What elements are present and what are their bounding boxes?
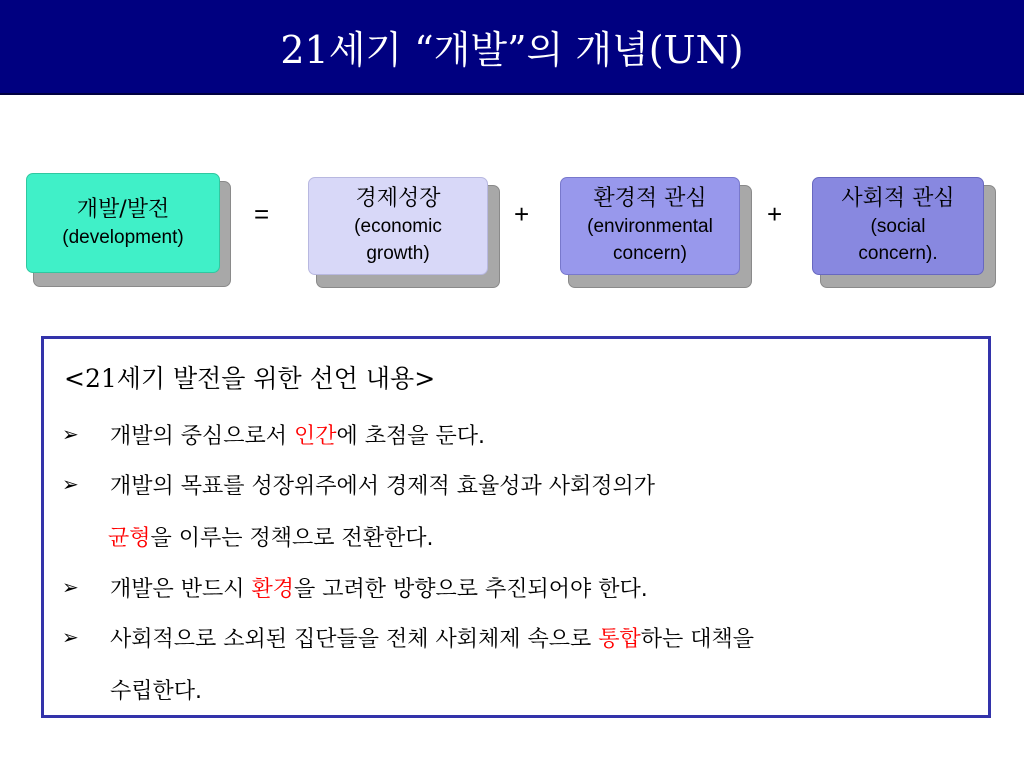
environmental-concern-sub2: concern) [613, 243, 687, 264]
equals-sign: = [254, 199, 270, 229]
title-bar [0, 0, 1024, 95]
item-3-text-b: 을 고려한 방향으로 추진되어야 한다. [294, 577, 648, 602]
social-concern-label: 사회적 관심 [841, 186, 955, 211]
item-4-text-a: 사회적으로 소외된 집단들을 전체 사회체제 속으로 [110, 627, 599, 652]
development-label: 개발/발전 [76, 196, 170, 222]
item-2-text-a: 개발의 목표를 성장위주에서 경제적 효율성과 사회정의가 [110, 474, 656, 499]
item-2-highlight: 균형 [108, 526, 151, 551]
item-4-line-1 [110, 622, 754, 653]
item-4-text-b: 하는 대책을 [640, 627, 755, 652]
social-concern-sub1: (social [870, 216, 926, 237]
development-box [26, 173, 220, 273]
item-2-line-2 [108, 521, 434, 552]
social-concern-sub2: concern). [858, 243, 938, 264]
item-4-line-2 [110, 674, 202, 705]
economic-growth-sub1: (economic [354, 216, 442, 237]
item-1-highlight: 인간 [294, 424, 337, 449]
plus-sign-1: + [514, 199, 530, 229]
item-3 [110, 572, 648, 603]
item-1-text-b: 에 초점을 둔다. [336, 424, 486, 449]
item-4-highlight: 통합 [598, 627, 641, 652]
economic-growth-label: 경제성장 [355, 186, 441, 211]
economic-growth-box [308, 177, 488, 275]
bullet-icon: ➢ [62, 422, 79, 446]
development-sub: (development) [62, 226, 184, 248]
item-1 [110, 419, 485, 450]
bullet-icon: ➢ [62, 575, 79, 599]
environmental-concern-label: 환경적 관심 [593, 186, 707, 211]
social-concern-box [812, 177, 984, 275]
bullet-icon: ➢ [62, 625, 79, 649]
environmental-concern-sub1: (environmental [587, 216, 713, 237]
item-1-text-a: 개발의 중심으로서 [110, 424, 295, 449]
bullet-icon: ➢ [62, 472, 79, 496]
environmental-concern-box [560, 177, 740, 275]
panel-heading: <21세기 발전을 위한 선언 내용> [64, 364, 436, 393]
item-2-line-1 [110, 469, 655, 500]
declaration-panel [41, 336, 991, 718]
page-title: 21세기 “개발”의 개념(UN) [280, 28, 744, 72]
item-4-text-c: 수립한다. [110, 679, 203, 704]
item-3-highlight: 환경 [251, 577, 295, 602]
plus-sign-2: + [767, 199, 783, 229]
item-3-text-a: 개발은 반드시 [110, 577, 252, 602]
economic-growth-sub2: growth) [366, 243, 430, 264]
item-2-text-b: 을 이루는 정책으로 전환한다. [150, 526, 434, 551]
